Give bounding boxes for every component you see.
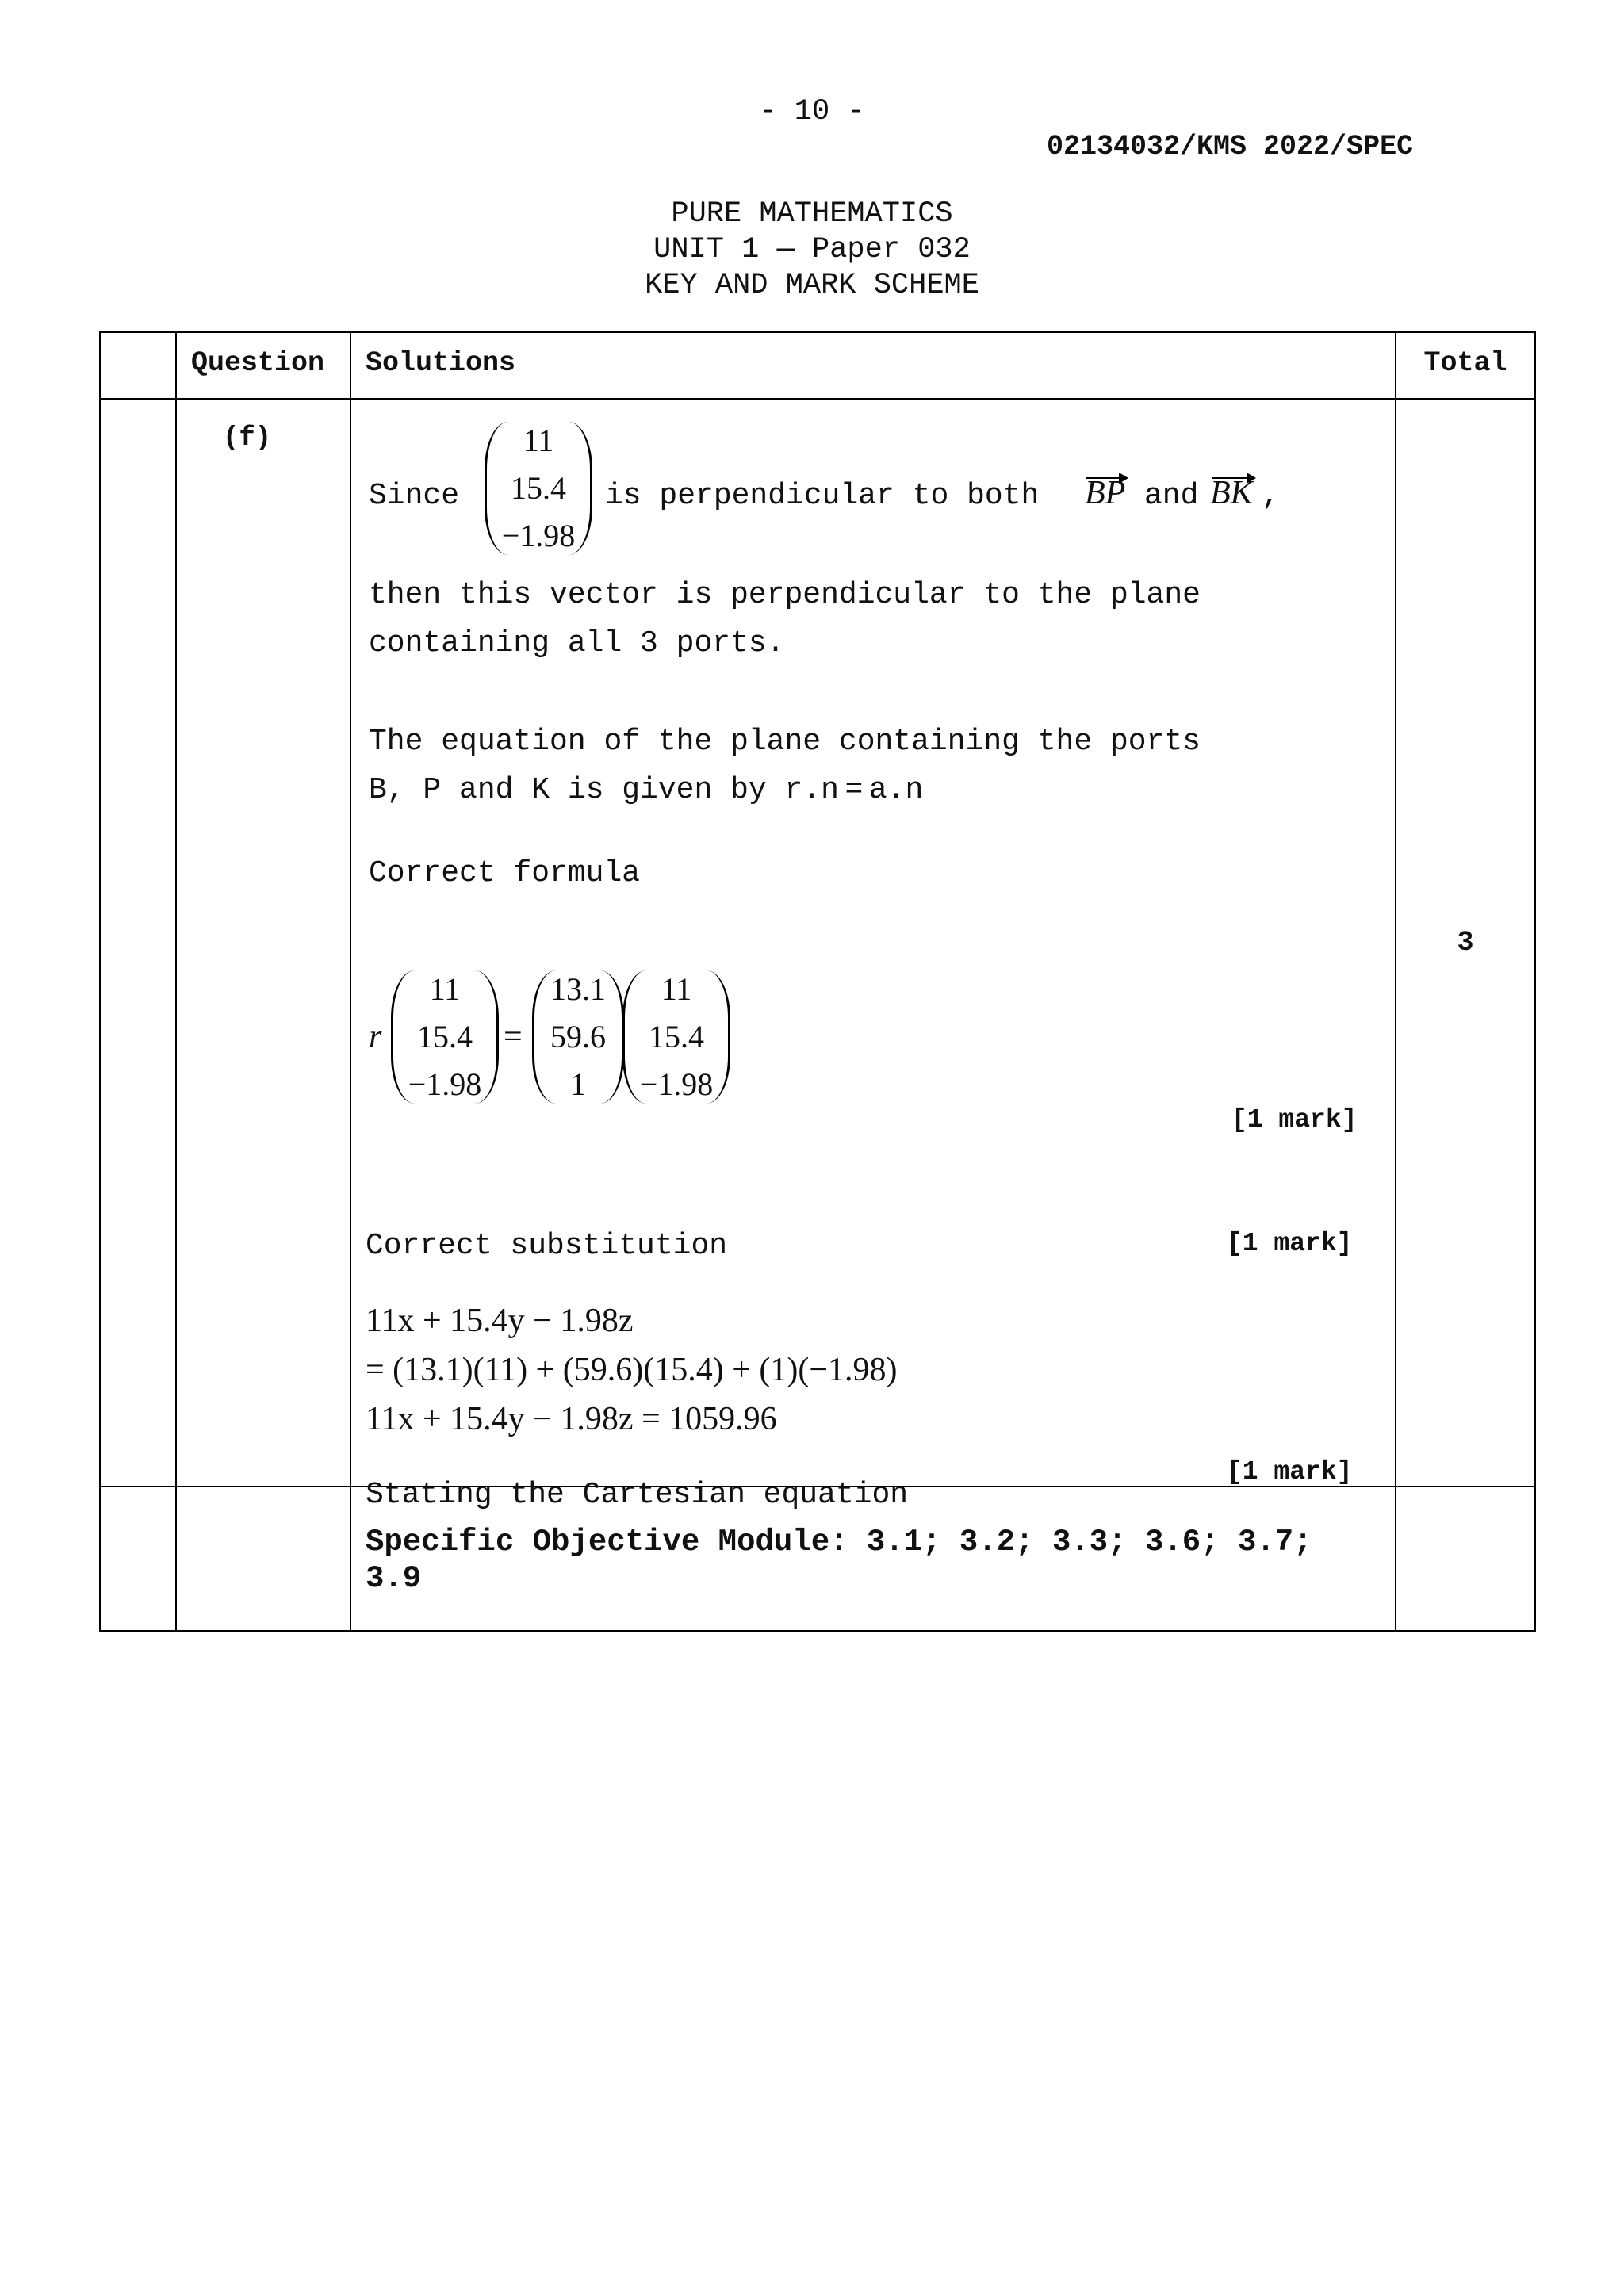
perpendicular-text: is perpendicular to both bbox=[605, 479, 1040, 513]
footer-blank-cell-2 bbox=[176, 1487, 350, 1631]
mark-cartesian: [1 mark] bbox=[1227, 1457, 1353, 1487]
mark-formula: [1 mark] bbox=[1231, 1105, 1358, 1135]
solution-line-3: The equation of the plane containing the ports bbox=[369, 725, 1201, 759]
scheme-title: KEY AND MARK SCHEME bbox=[645, 269, 979, 302]
equation-line-1: 11x + 15.4y − 1.98z bbox=[366, 1303, 634, 1339]
total-value: 3 bbox=[1457, 927, 1474, 959]
equals-sign: = bbox=[504, 1019, 523, 1055]
total-cell bbox=[1396, 400, 1534, 1486]
unit-title: UNIT 1 — Paper 032 bbox=[653, 233, 971, 266]
correct-substitution-text: Correct substitution bbox=[366, 1229, 728, 1263]
point-vector bbox=[532, 970, 624, 1104]
solution-line-4: B, P and K is given by r.n = a.n bbox=[369, 773, 924, 807]
normal-vector-x: 11 bbox=[523, 423, 554, 458]
point-vector-x: 13.1 bbox=[550, 971, 606, 1007]
and-text: and bbox=[1144, 479, 1199, 513]
footer-blank-cell-1 bbox=[100, 1487, 176, 1631]
rhs-y: 15.4 bbox=[649, 1019, 704, 1054]
solution-line-2: containing all 3 ports. bbox=[369, 626, 785, 660]
mark-scheme-table bbox=[99, 331, 1536, 1632]
header-blank-cell bbox=[100, 332, 176, 399]
page-number: - 10 - bbox=[759, 95, 865, 128]
normal-vector bbox=[485, 422, 592, 555]
body-blank-cell bbox=[100, 399, 176, 1487]
vector-bp: BP bbox=[1085, 475, 1126, 511]
comma: , bbox=[1262, 479, 1280, 513]
normal-vector-y: 15.4 bbox=[511, 470, 566, 506]
lhs-y: 15.4 bbox=[417, 1019, 473, 1054]
rhs-x: 11 bbox=[661, 971, 692, 1007]
r-symbol: r bbox=[369, 1019, 382, 1055]
solution-row bbox=[100, 399, 1535, 1487]
point-vector-y: 59.6 bbox=[550, 1019, 606, 1054]
normal-vector-z: −1.98 bbox=[501, 518, 576, 553]
since-text: Since bbox=[369, 479, 460, 513]
stating-text: Stating the Cartesian equation bbox=[366, 1478, 909, 1512]
lhs-z: −1.98 bbox=[408, 1066, 482, 1102]
header-total: Total bbox=[1423, 347, 1507, 379]
question-label: (f) bbox=[223, 423, 272, 453]
specific-objective: Specific Objective Module: 3.1; 3.2; 3.3; 3.6; 3.7; 3.9 bbox=[366, 1525, 1312, 1596]
solution-cell bbox=[351, 400, 1395, 1512]
table-header-row bbox=[100, 332, 1535, 399]
header-question: Question bbox=[191, 347, 325, 379]
document-code: 02134032/KMS 2022/SPEC bbox=[1047, 131, 1414, 163]
rhs-z: −1.98 bbox=[639, 1066, 714, 1102]
header-solutions: Solutions bbox=[366, 347, 516, 379]
vector-bk: BK bbox=[1210, 475, 1253, 511]
normal-vector-lhs bbox=[391, 970, 499, 1104]
correct-formula-text: Correct formula bbox=[369, 856, 641, 890]
normal-vector-rhs bbox=[622, 970, 730, 1104]
equation-line-3: 11x + 15.4y − 1.98z = 1059.96 bbox=[366, 1401, 777, 1437]
lhs-x: 11 bbox=[429, 971, 461, 1007]
mark-substitution: [1 mark] bbox=[1227, 1229, 1353, 1258]
point-vector-z: 1 bbox=[570, 1066, 586, 1102]
solution-line-1: then this vector is perpendicular to the plane bbox=[369, 578, 1201, 612]
footer-blank-cell-3 bbox=[1396, 1487, 1535, 1631]
document-titles bbox=[0, 197, 1624, 304]
equation-line-2: = (13.1)(11) + (59.6)(15.4) + (1)(−1.98) bbox=[366, 1352, 898, 1388]
subject-title: PURE MATHEMATICS bbox=[671, 197, 953, 231]
